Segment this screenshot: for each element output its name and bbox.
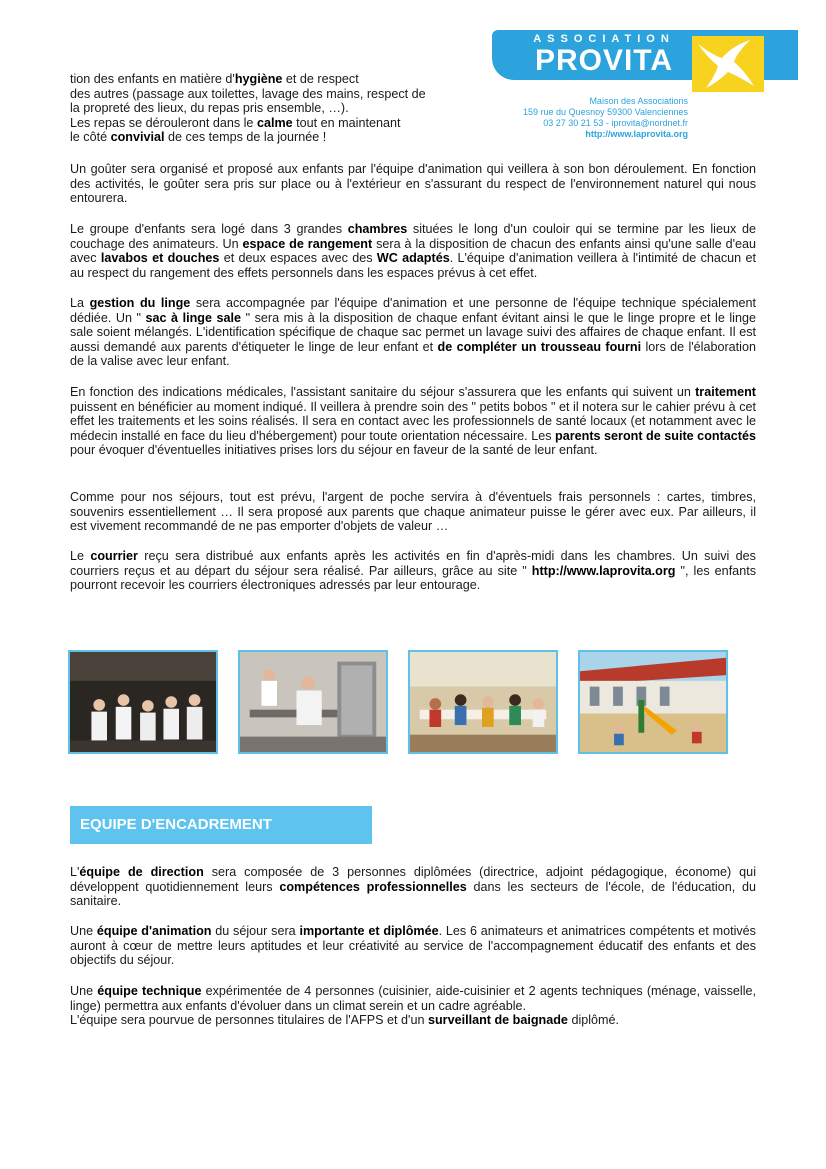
- emphasis-text: WC adaptés: [376, 251, 450, 266]
- logo-name-text: PROVITA: [534, 44, 674, 77]
- mail-paragraph: Le courrier reçu sera distribué aux enfants après les activités en fin d'après-midi dans les chambres. Un suivi des courriers reçus et au départ du séjour sera réalisé. Par ailleurs, grâce au site " http://www.laprovita.org ", les enfants pourront recevoir les courriers électroniques adressés par leur entourage.: [70, 549, 756, 593]
- technical-team-paragraph: Une équipe technique expérimentée de 4 personnes (cuisinier, aide-cuisinier et 2 agents techniques (ménage, vaisselle, linge) permettra aux enfants d'évoluer dans un climat serein et un cadre agréable. L'équipe sera pourvue de personnes titulaires de l'AFPS et d'un surveillant de baignade diplômé.: [70, 984, 757, 1028]
- dining-hall-photo: [408, 650, 558, 754]
- section-title-equipe: EQUIPE D'ENCADREMENT: [70, 806, 372, 844]
- association-address: [500, 96, 688, 140]
- emphasis-text: importante et diplômée: [299, 924, 439, 938]
- address-line: 159 rue du Quesnoy 59300 Valenciennes: [523, 107, 688, 117]
- emphasis-text: convivial: [110, 130, 165, 145]
- provita-logo: [492, 30, 798, 92]
- emphasis-text: espace de rangement: [242, 236, 373, 251]
- health-paragraph: En fonction des indications médicales, l'assistant sanitaire du séjour s'assurera que les enfants qui suivent un traitement puissent en bénéficier au moment indiqué. Il veillera à prendre soin des " petits bobos " et il notera sur le cahier prévu à cet effet les traitements et les soins réalisés. Il sera en contact avec les professionnels de santé locaux (et notamment avec le médecin installé en face du lieu d'hébergement) pour toute orientation nécessaire. Les parents seront de suite contactés pour évoquer d'éventuelles initiatives prises lors du séjour en faveur de la santé de leur enfant.: [70, 385, 756, 458]
- kitchen-photo: [238, 650, 388, 754]
- website-link[interactable]: http://www.laprovita.org: [585, 129, 688, 139]
- pocket-money-paragraph: Comme pour nos séjours, tout est prévu, l'argent de poche servira à d'éventuels frais personnels : cartes, timbres, souvenirs essentiellement … Il sera proposé aux parents que chaque animateur puisse le gérer avec eux. Par ailleurs, il est vivement recommandé de ne pas emporter d'objets de valeur …: [70, 490, 756, 534]
- address-line: 03 27 30 21 53 - iprovita@nordnet.fr: [543, 118, 688, 128]
- laundry-paragraph: La gestion du linge sera accompagnée par l'équipe d'animation et une personne de l'équipe technique spécialement dédiée. Un " sac à linge sale " sera mis à la disposition de chaque enfant évitant ainsi le que le linge propre et le linge sale soient mélangés. L'identification spécifique de chaque sac permet un lavage suivi des affaires de chaque enfant. Il est aussi demandé aux parents d'étiqueter le linge de leur enfant et de compléter un trousseau fourni lors de l'élaboration de la valise avec leur enfant.: [70, 296, 756, 369]
- rooms-paragraph: Le groupe d'enfants sera logé dans 3 grandes chambres situées le long d'un couloir qui se termine par les lieux de couchage des animateurs. Un espace de rangement sera à la disposition de chacun des enfants ainsi qu'une salle d'eau avec lavabos et douches et deux espaces avec des WC adaptés. L'équipe d'animation veillera à l'intimité de chacun et au respect du rangement des effets personnels dans les espaces prévus à cet effet.: [70, 222, 756, 280]
- emphasis-text: de compléter un trousseau fourni: [437, 339, 642, 354]
- emphasis-text: gestion du linge: [89, 296, 191, 310]
- emphasis-text: équipe technique: [97, 984, 202, 998]
- emphasis-text: chambres: [347, 222, 408, 236]
- emphasis-text: sac à linge sale: [145, 310, 242, 325]
- emphasis-text: hygiène: [234, 72, 283, 86]
- playground-photo: [578, 650, 728, 754]
- emphasis-text: équipe d'animation: [96, 924, 212, 938]
- dancing-group-photo: [68, 650, 218, 754]
- logo-association-text: ASSOCIATION: [533, 33, 675, 45]
- emphasis-text: calme: [256, 115, 293, 130]
- animation-team-paragraph: Une équipe d'animation du séjour sera importante et diplômée. Les 6 animateurs et animatrices compétents et motivés auront à cœur de mettre leurs aptitudes et leur créativité au service de l'accompagnement éducatif des enfants et des objectifs du séjour.: [70, 924, 756, 968]
- direction-team-paragraph: L'équipe de direction sera composée de 3 personnes diplômées (directrice, adjoint pédagogique, économe) qui développent quotidiennement leurs compétences professionnelles dans les secteurs de l'école, de l'éducation, du sanitaire.: [70, 865, 756, 909]
- emphasis-text: traitement: [695, 385, 756, 399]
- emphasis-text: équipe de direction: [79, 865, 204, 879]
- emphasis-text: surveillant de baignade: [427, 1013, 568, 1028]
- snack-paragraph: Un goûter sera organisé et proposé aux enfants par l'équipe d'animation qui veillera à son bon déroulement. En fonction des activités, le goûter sera pris sur place ou à l'extérieur en s'assurant du respect de l'environnement naturel qui nous entourera.: [70, 162, 756, 206]
- emphasis-text: compétences professionnelles: [279, 879, 467, 894]
- emphasis-text: http://www.laprovita.org: [531, 563, 676, 578]
- emphasis-text: lavabos et douches: [100, 251, 220, 266]
- intro-paragraph: tion des enfants en matière d'hygiène et de respect des autres (passage aux toilettes, lavage des mains, respect de la propreté des lieux, du repas pris ensemble, …). Les repas se dérouleront dans le calme tout en maintenant le côté convivial de ces temps de la journée !: [70, 72, 426, 145]
- emphasis-text: parents seront de suite contactés: [555, 428, 756, 443]
- address-line: Maison des Associations: [589, 96, 688, 106]
- star-figure-icon: [692, 36, 764, 92]
- emphasis-text: courrier: [90, 549, 138, 563]
